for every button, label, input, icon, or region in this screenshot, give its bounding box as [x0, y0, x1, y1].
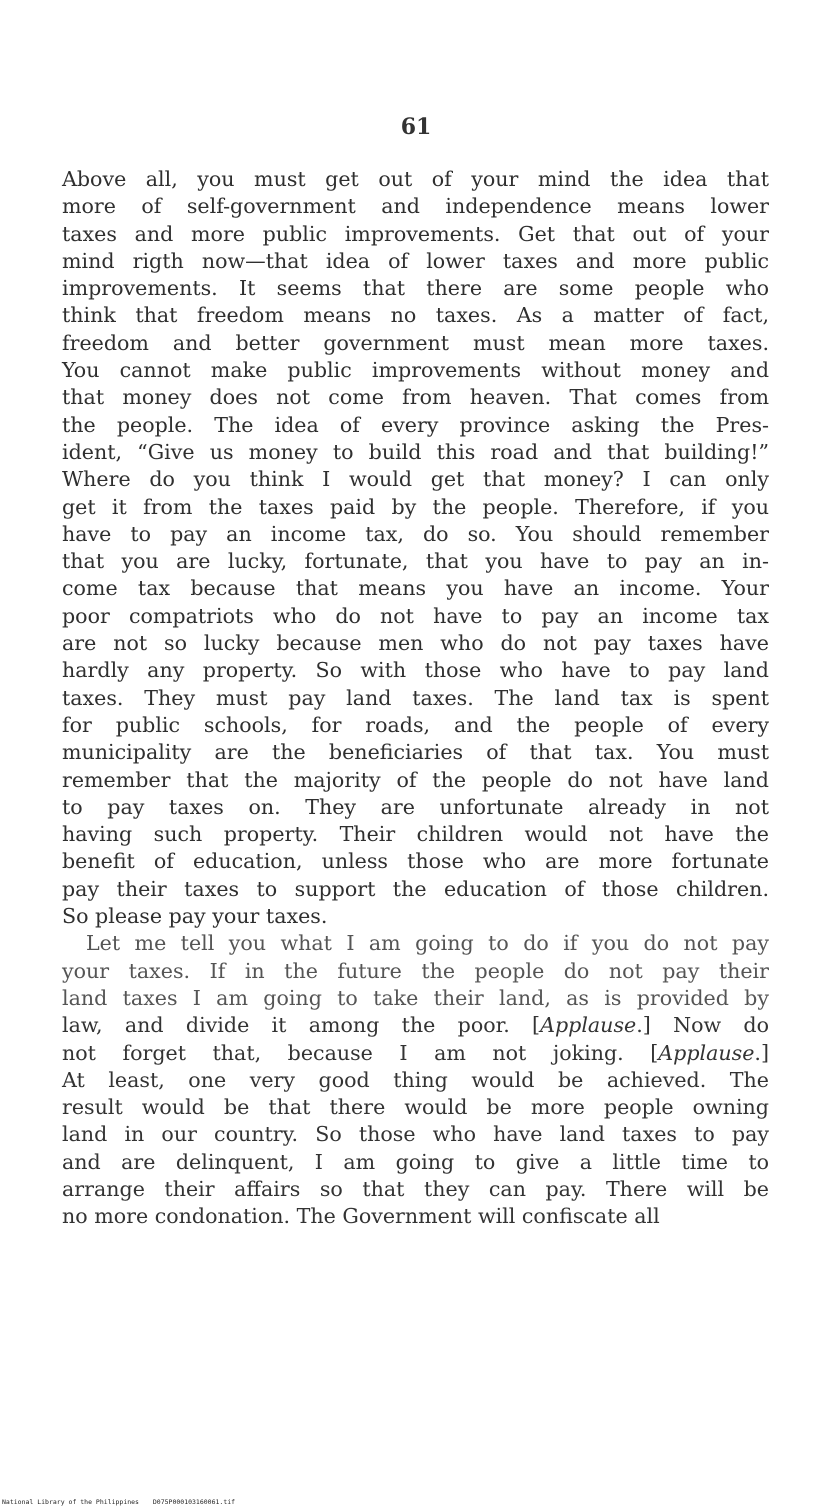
text-line: You cannot make public improvements without money and — [62, 358, 769, 383]
page-number: 61 — [400, 114, 432, 140]
text-line: Let me tell you what I am going to do if you do not pay — [86, 931, 769, 956]
text-line: and are delinquent, I am going to give a little time to — [62, 1149, 769, 1174]
text-line: municipality are the beneficiaries of that tax. You must — [62, 740, 769, 765]
text-line: law, and divide it among the poor. [Applause.] Now do — [62, 1013, 769, 1038]
text-line: Where do you think I would get that money? I can only — [62, 467, 769, 492]
text-line: your taxes. If in the future the people do not pay their — [62, 958, 769, 983]
text-line: improvements. It seems that there are some people who — [62, 276, 769, 301]
footer-filename: D075P000103160061.tif — [152, 1498, 236, 1506]
text-line: benefit of education, unless those who are more fortunate — [62, 849, 769, 874]
text-line: freedom and better government must mean more taxes. — [62, 330, 769, 355]
scan-footer — [2, 1498, 245, 1506]
text-line: land in our country. So those who have land taxes to pay — [62, 1122, 769, 1147]
text-line: So please pay your taxes. — [62, 904, 328, 929]
text-line: are not so lucky because men who do not pay taxes have — [62, 631, 769, 656]
text-line: ident, “Give us money to build this road and that building!” — [62, 439, 769, 464]
text-line: land taxes I am going to take their land, as is provided by — [62, 985, 769, 1010]
text-line: more of self-government and independence means lower — [62, 194, 769, 219]
text-line: result would be that there would be more people owning — [62, 1095, 769, 1120]
text-line: that you are lucky, fortunate, that you have to pay an in- — [62, 549, 769, 574]
text-line: the people. The idea of every province asking the Pres- — [62, 412, 769, 437]
text-line: for public schools, for roads, and the people of every — [62, 712, 769, 737]
paragraph — [62, 166, 769, 930]
text-line: remember that the majority of the people do not have land — [62, 767, 769, 792]
text-line: get it from the taxes paid by the people. Therefore, if you — [62, 494, 769, 519]
text-line: not forget that, because I am not joking. [Applause.] — [62, 1040, 769, 1065]
paragraph — [62, 930, 769, 1230]
text-line: hardly any property. So with those who have to pay land — [62, 658, 769, 683]
text-line: that money does not come from heaven. That comes from — [62, 385, 769, 410]
text-line: At least, one very good thing would be achieved. The — [62, 1067, 769, 1092]
text-line: poor compatriots who do not have to pay an income tax — [62, 603, 769, 628]
text-line: no more condonation. The Government will confiscate all — [62, 1204, 660, 1229]
text-block — [62, 166, 769, 1231]
text-line: pay their taxes to support the education of those children. — [62, 876, 769, 901]
text-line: taxes. They must pay land taxes. The land tax is spent — [62, 685, 769, 710]
text-line: mind rigth now—that idea of lower taxes and more public — [62, 248, 769, 273]
text-line: come tax because that means you have an income. Your — [62, 576, 769, 601]
text-line: to pay taxes on. They are unfortunate already in not — [62, 794, 769, 819]
text-line: arrange their affairs so that they can pay. There will be — [62, 1176, 769, 1201]
text-line: having such property. Their children would not have the — [62, 822, 769, 847]
text-line: Above all, you must get out of your mind the idea that — [62, 167, 769, 191]
footer-library: National Library of the Philippines — [2, 1498, 139, 1506]
text-line: have to pay an income tax, do so. You should remember — [62, 521, 769, 546]
text-line: think that freedom means no taxes. As a matter of fact, — [62, 303, 769, 328]
text-line: taxes and more public improvements. Get that out of your — [62, 221, 769, 246]
